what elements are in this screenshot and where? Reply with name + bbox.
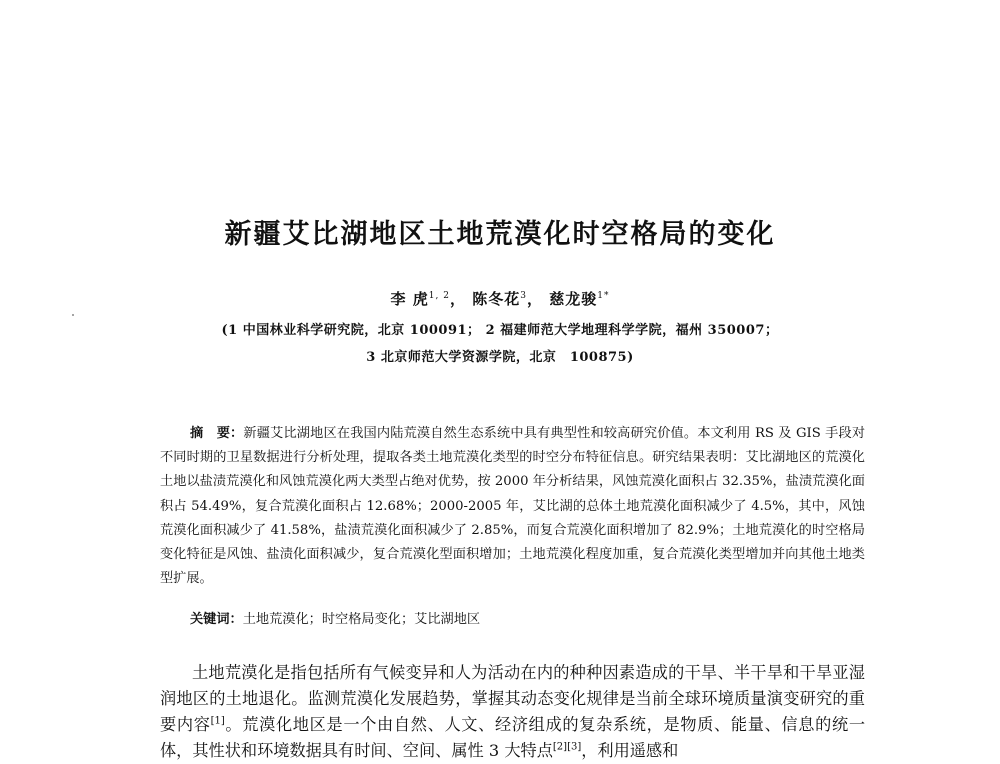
keywords-label: 关键词： xyxy=(190,612,243,627)
author-affil-marker: 1* xyxy=(597,291,610,301)
author-affil-marker: 3 xyxy=(520,291,527,301)
author-line xyxy=(0,288,1000,309)
citation-ref[interactable]: [1] xyxy=(210,715,225,727)
citation-ref[interactable]: [3] xyxy=(567,741,582,753)
paper-title: 新疆艾比湖地区土地荒漠化时空格局的变化 xyxy=(224,219,776,250)
author-name: 李 虎 xyxy=(390,290,429,308)
affiliations-line-1: (1 中国林业科学研究院，北京 100091； 2 福建师范大学地理科学学院，福州 350007； xyxy=(221,323,779,338)
author-affil-marker: 1, 2 xyxy=(428,291,450,301)
abstract-text: 新疆艾比湖地区在我国内陆荒漠自然生态系统中具有典型性和较高研究价值。本文利用 RS 及 GIS 手段对不同时期的卫星数据进行分析处理，提取各类土地荒漠化类型的时空分布特征信息。研究结果表明：艾比湖地区的荒漠化土地以盐渍荒漠化和风蚀荒漠化两大类型占绝对优势，按 2000 年分析结果，风蚀荒漠化面积占 32.35%，盐渍荒漠化面积占 54.49%，复合荒漠化面积占 12.68%；2000-2005 年，艾比湖的总体土地荒漠化面积减少了 4.5%，其中，风蚀荒漠化面积减少了 41.58%，盐渍荒漠化面积减少了 2.85%，而复合荒漠化面积增加了 82.9%；土地荒漠化的时空格局变化特征是风蚀、盐渍化面积减少，复合荒漠化型面积增加；土地荒漠化程度加重，复合荒漠化类型增加并向其他土地类型扩展。 xyxy=(160,426,866,587)
scan-speck xyxy=(72,314,74,316)
author-separator: ， xyxy=(526,290,543,308)
body-text: 。荒漠化地区是一个由自然、人文、经济组成的复杂系统，是物质、能量、信息的统一体，其性状和环境数据具有时间、空间、属性 3 大特点 xyxy=(160,715,866,760)
abstract xyxy=(160,422,865,591)
keywords xyxy=(190,608,865,632)
body-text: ，利用遥感和 xyxy=(581,741,679,760)
body-text: 土地荒漠化是指包括所有气候变异和人为活动在内的种种因素造成的干旱、半干旱和干旱亚湿润地区的土地退化。监测荒漠化发展趋势，掌握其动态变化规律是当前全球环境质量演变研究的重要内容 xyxy=(160,663,865,734)
body-paragraph xyxy=(160,660,865,764)
author-separator: ， xyxy=(449,290,466,308)
author-name: 慈龙骏 xyxy=(549,290,598,308)
author-name: 陈冬花 xyxy=(472,290,521,308)
keywords-text: 土地荒漠化；时空格局变化；艾比湖地区 xyxy=(242,612,481,627)
affiliations-line-2: 3 北京师范大学资源学院，北京 100875) xyxy=(366,350,634,365)
citation-ref[interactable]: [2] xyxy=(552,741,568,753)
abstract-label: 摘 要： xyxy=(190,426,244,441)
